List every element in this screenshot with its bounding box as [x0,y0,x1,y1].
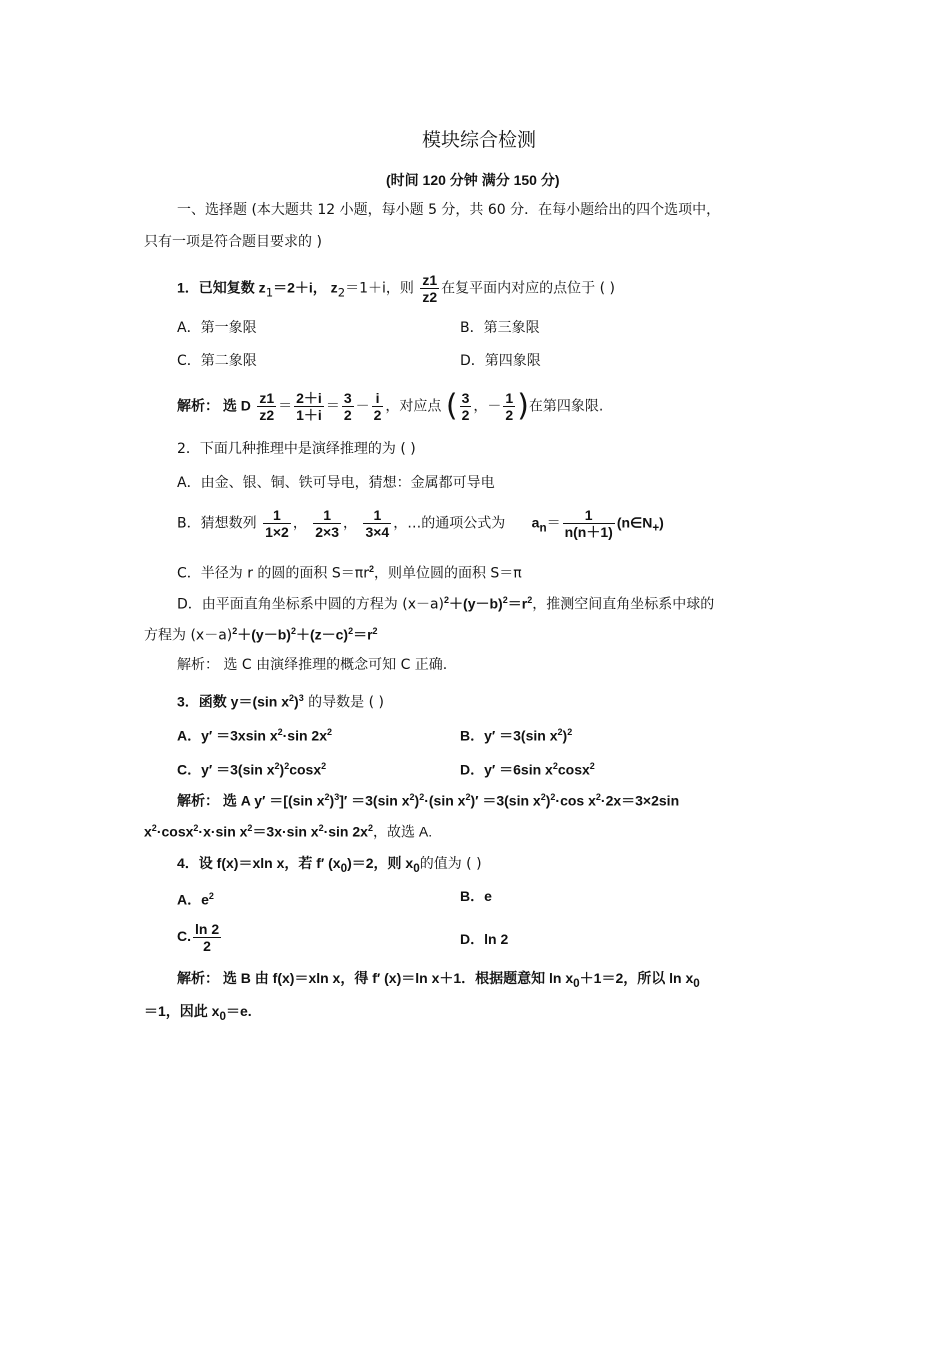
q4-solution-line2 [144,1001,252,1027]
q3-stem-sup2: 2 [289,693,295,703]
q1-frac-den: z2 [422,289,438,305]
q3-a-sup2: 2 [327,727,333,737]
q2-d-d: ，推测空间直角坐标系中球的 [532,596,715,613]
q3-s2-sup5: 2 [367,823,373,833]
q3-c-sup2: 2 [284,761,290,771]
q3-s1-sup7: 2 [550,792,556,802]
q3-s2-e: ·sin 2x [323,823,368,840]
q1-q-den: 2 [505,407,514,423]
q1-sol-frac4 [372,390,384,423]
q3-solution-line1 [177,787,679,811]
q2-b-plus: + [652,521,660,535]
q3-s1-a: 解析： 选 A y′ ＝[(sin x [177,792,325,809]
q3-s1-sup5: 2 [465,792,471,802]
q2-d2-sup1: 2 [232,626,238,636]
q4-s1-a: 解析： 选 B 由 f(x)＝xln x，得 f′ (x)＝ln x＋1．根据题意知 ln x [177,970,574,986]
q3-c-3: cosx [289,761,322,778]
q3-s2-c: ·x·sin x [198,823,248,840]
q3-b-sup2: 2 [567,727,573,737]
q1-sol-a: 解析： 选 D [177,397,251,414]
exam-info: (时间 120 分钟 满分 150 分) [386,172,560,188]
q2-d2-sup3: 2 [348,626,354,636]
q1-sub1: 1 [265,285,274,300]
q2-d2-a: 方程为 (x－a) [144,627,233,644]
q3-s1-sup1: 2 [324,792,330,802]
q4-a-sup: 2 [208,891,214,901]
q2-b-f2-num: 1 [313,507,341,524]
q2-b-frac2 [313,507,341,540]
q4-s2-a: ＝1，因此 x [144,1003,220,1019]
q2-b-d: ) [659,514,664,531]
q2-b-an: a [531,514,540,531]
q3-c-sup1: 2 [274,761,280,771]
q3-s1-g: ) [545,792,551,809]
q3-s1-sup8: 2 [595,792,601,802]
q3-a-sup1: 2 [277,727,283,737]
q1-eq2: ＝ [325,398,340,415]
q3-s2-sup4: 2 [318,823,324,833]
q2-d-c: ＝r [507,595,528,612]
q1-f4-den: 2 [373,407,382,423]
q3-s2-sup3: 2 [247,823,253,833]
q1-stem-d: 在复平面内对应的点位于 ( ) [441,280,615,297]
left-paren-icon: ( [445,388,458,424]
q3-s1-f: )′ ＝3(sin x [470,792,541,809]
q2-b-eq: ＝ [546,515,561,532]
q1-p-den: 2 [461,407,470,423]
q2-d-b: ＋(y－b) [449,595,503,612]
q1-q-num: 1 [505,390,514,406]
q1-solution [177,390,603,423]
q2-option-d-line2 [144,621,378,646]
q2-c-sup: 2 [368,564,374,574]
q4-option-d: D．ln 2 [460,931,509,947]
q4-s1-b: ＋1＝2，所以 ln x [579,970,694,986]
q2-b-frac1 [263,507,291,540]
q4-c-pre: C. [177,928,191,945]
q1-sub2: 2 [337,285,346,300]
q2-d-sup3: 2 [527,595,533,605]
q1-sol-c: 在第四象限. [528,398,604,415]
q3-option-a [177,722,332,746]
q4-c-num: ln 2 [195,921,220,937]
q1-sol-frac3 [342,390,354,423]
q1-f3-den: 2 [343,407,352,423]
q1-minus: － [355,398,370,415]
q1-fraction [420,272,439,305]
q2-b-n: n [539,521,547,535]
q1-f3-num: 3 [343,390,352,406]
q4-c-den: 2 [203,938,211,954]
q3-stem-a: 3．函数 y＝(sin x [177,693,290,710]
q4-s1-sub2: 0 [693,976,700,990]
q1-stem-b: ＝2＋i， z [273,279,338,296]
q3-s2-b: ·cosx [156,823,194,840]
q2-option-a: A．由金、银、铜、铁可导电，猜想：金属都可导电 [177,475,495,491]
q2-b-f1-num: 1 [263,507,291,524]
q3-s1-sup3: 2 [409,792,415,802]
question-2-stem: 2．下面几种推理中是演绎推理的为 ( ) [177,441,416,457]
q2-d2-d: ＝r [353,626,373,643]
q3-c-2: ) [279,761,285,778]
section-instructions-line1: 一、选择题 (本大题共 12 小题，每小题 5 分，共 60 分．在每小题给出的四个选项中， [177,202,721,218]
q3-b-2: ) [562,727,568,744]
q4-c-frac [193,921,221,954]
q1-sol-frac1 [257,390,276,423]
q1-point-x [460,390,472,423]
q2-option-d-line1 [177,590,714,615]
q1-option-d: D．第四象限 [460,353,541,369]
q4-sub0-b: 0 [413,861,420,875]
q3-d-2: cosx [557,761,590,778]
q2-b-f3-num: 1 [363,507,391,524]
q2-c-b: ，则单位圆的面积 S＝π [373,565,522,582]
q2-option-b: B．猜想数列 $\frac{1}{1\times 2}$ ， $\frac{1}{2\times 3}$ ， $\frac{1}{3\times 4}$ ，…的通项公式为 $a_n=$ $\frac{1}{n(n+1)}$ $(n\in N_+)$ [177,507,664,540]
q2-b-f2-den: 2×3 [315,524,340,540]
q3-s1-b: ) [329,792,335,809]
q4-solution-line1 [177,968,700,994]
q3-c-sup3: 2 [321,761,327,771]
q2-b-c: (n∈N [616,514,653,531]
q2-b-f3-den: 3×4 [365,524,390,540]
q3-s1-d: ) [414,792,420,809]
q3-s1-sup2: 3 [334,792,340,802]
question-3-stem [177,688,384,713]
q4-stem-a: 4．设 f(x)＝xln x，若 f′ (x [177,855,341,871]
q1-p-mid: ，－ [473,398,502,415]
q1-f1-num: z1 [259,390,275,406]
q3-c-1: C．y′ ＝3(sin x [177,761,275,778]
q3-s2-sup2: 2 [193,823,199,833]
q3-s1-c: ]′ ＝3(sin x [339,792,410,809]
q4-s2-b: ＝e. [225,1003,252,1019]
q1-f4-num: i [372,390,384,407]
q1-stem-a: 1．已知复数 z [177,279,266,296]
q3-option-c [177,756,326,780]
q3-s1-e: ·(sin x [424,792,466,809]
q3-option-b [460,722,572,746]
q2-b-a: B．猜想数列 [177,515,257,532]
q3-stem-sup3: 3 [298,693,304,703]
q1-option-a: A．第一象限 [177,320,257,336]
q3-b-sup1: 2 [557,727,563,737]
right-paren-icon: ) [517,388,529,424]
q4-stem-c: 的值为 ( ) [419,856,482,872]
q3-s1-sup4: 2 [419,792,425,802]
question-1-stem [177,272,615,305]
q3-d-sup1: 2 [552,761,558,771]
q1-p-num: 3 [461,390,470,406]
q2-option-c [177,559,522,584]
q2-d-sup1: 2 [444,595,450,605]
q4-option-a [177,886,214,910]
q1-f2-den: 1＋i [296,407,322,423]
q1-frac-num: z1 [422,272,438,288]
q4-sub0-a: 0 [340,861,348,875]
q3-s2-sup1: 2 [151,823,157,833]
q3-d-1: D．y′ ＝6sin x [460,761,553,778]
q3-option-d [460,756,595,780]
q4-a-1: A．e [177,891,209,908]
q1-stem-c: ＝1＋i，则 [345,280,414,297]
q1-f2-num: 2＋i [296,390,322,406]
section-instructions-line2: 只有一项是符合题目要求的 ) [144,234,322,250]
q2-b-f4-den: n(n＋1) [564,524,613,540]
q2-b-f1-den: 1×2 [265,524,289,540]
q4-option-b: B．e [460,888,492,904]
q2-d-sup2: 2 [502,595,508,605]
q2-d-a: D．由平面直角坐标系中圆的方程为 (x－a) [177,596,445,613]
q2-d2-sup2: 2 [290,626,296,636]
q1-eq1: ＝ [278,398,293,415]
q3-s1-h: ·cos x [555,792,596,809]
q3-stem-c: 的导数是 ( ) [303,694,385,711]
q3-s2-f: ，故选 A. [372,823,433,840]
q3-solution-line2 [144,818,432,842]
q2-d2-c: ＋(z－c) [295,626,349,643]
q4-stem-b: )＝2，则 x [347,855,414,871]
q3-a-1: A．y′ ＝3xsin x [177,727,278,744]
q3-stem-b: ) [294,693,299,710]
q1-sol-frac2 [294,390,324,423]
q3-s1-i: ·2x＝3×2sin [600,792,680,809]
q3-s2-d: ＝3x·sin x [252,823,319,840]
q3-a-2: ·sin 2x [282,727,327,744]
q2-b-b: ，…的通项公式为 [393,515,506,532]
q2-b-frac3 [363,507,391,540]
q1-f1-den: z2 [259,407,275,423]
q3-s1-sup6: 2 [540,792,546,802]
q3-s2-a: x [144,823,152,840]
q2-solution: 解析： 选 C 由演绎推理的概念可知 C 正确. [177,657,448,673]
q4-s1-sub1: 0 [573,976,580,990]
q1-option-b: B．第三象限 [460,320,540,336]
q2-d2-b: ＋(y－b) [237,626,291,643]
q4-option-c [177,921,223,954]
q1-point-y [503,390,515,423]
q1-option-c: C．第二象限 [177,353,257,369]
page-title: 模块综合检测 [422,129,537,151]
q2-c-a: C．半径为 r 的圆的面积 S＝πr [177,565,369,582]
q2-b-f4-num: 1 [563,507,615,524]
q3-b-1: B．y′ ＝3(sin x [460,727,558,744]
q2-d2-sup4: 2 [372,626,378,636]
q4-s2-sub: 0 [219,1009,226,1023]
q2-b-frac4 [563,507,615,540]
question-4-stem [177,853,482,879]
q1-sol-b: ，对应点 [385,398,442,415]
q3-d-sup2: 2 [589,761,595,771]
